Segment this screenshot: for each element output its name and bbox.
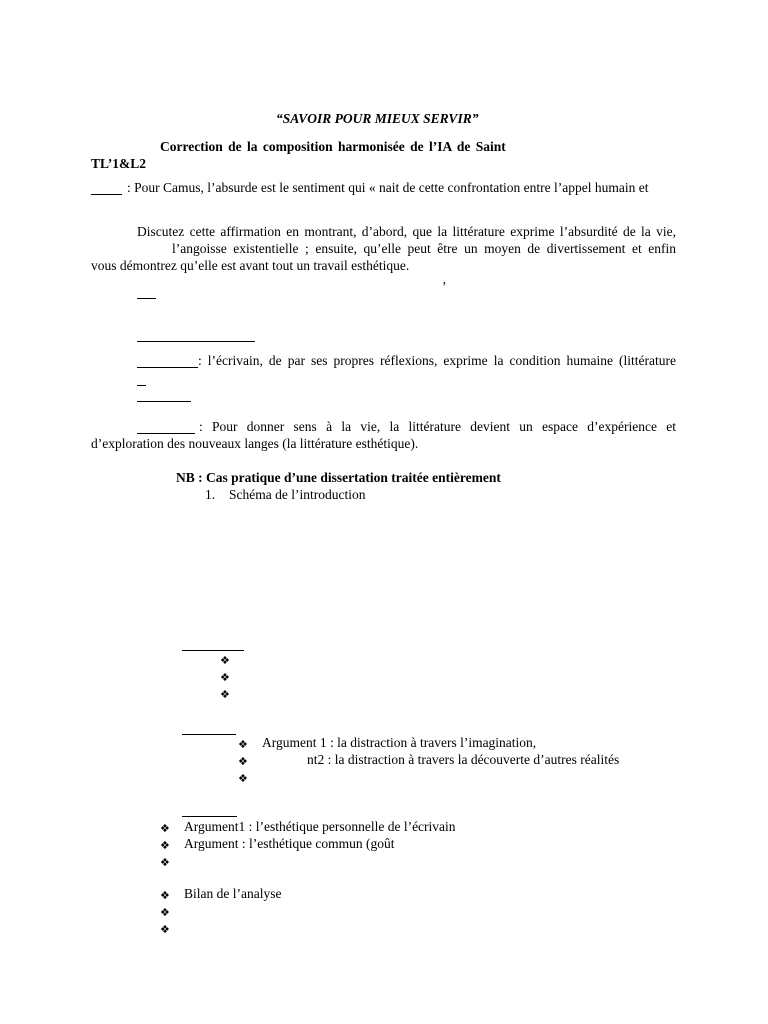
argument-item: Argument1 : l’esthétique personnelle de l’écrivain (184, 819, 456, 834)
blank-line (137, 401, 191, 402)
thesis-line: : Pour donner sens à la vie, la littérature devient un espace d’expérience et (199, 419, 676, 434)
bullet-icon: ❖ (160, 923, 170, 936)
blank-line (137, 298, 156, 299)
bullet-icon: ❖ (160, 906, 170, 919)
thesis-line: d’exploration des nouveaux langes (la littérature esthétique). (91, 436, 419, 451)
thesis-line: : l’écrivain, de par ses propres réflexions, exprime la condition humaine (littérature (198, 353, 676, 368)
list-item: Schéma de l’introduction (229, 487, 366, 502)
subject-line: Discutez cette affirmation en montrant, d’abord, que la littérature exprime l’absurdité de la vie, (137, 224, 676, 239)
bullet-icon: ❖ (238, 772, 248, 785)
argument-item: Argument : l’esthétique commun (goût (184, 836, 395, 851)
bullet-icon: ❖ (238, 738, 248, 751)
subject-quote: : Pour Camus, l’absurde est le sentiment qui « nait de cette confrontation entre l’appel humain et (127, 180, 649, 195)
page-title: Correction de la composition harmonisée de l’IA de Saint (160, 139, 506, 154)
argument-item: Argument 1 : la distraction à travers l’imagination, (262, 735, 537, 750)
bullet-icon: ❖ (220, 688, 230, 701)
class-label: TL’1&L2 (91, 156, 147, 171)
subject-line: l’angoisse existentielle ; ensuite, qu’elle peut être un moyen de divertissement et enfin (172, 241, 676, 256)
bullet-icon: ❖ (238, 755, 248, 768)
bullet-icon: ❖ (220, 654, 230, 667)
blank-line (182, 816, 237, 817)
blank-line (137, 433, 195, 434)
bullet-icon: ❖ (160, 839, 170, 852)
blank-line (137, 367, 198, 368)
argument-item: nt2 : la distraction à travers la découverte d’autres réalités (307, 752, 620, 767)
bullet-icon: ❖ (220, 671, 230, 684)
list-number: 1. (205, 487, 216, 502)
conclusion-item: Bilan de l’analyse (184, 886, 282, 901)
blank-line (137, 341, 255, 342)
subject-line: vous démontrez qu’elle est avant tout un travail esthétique. (91, 258, 410, 273)
blank-line (182, 650, 244, 651)
bullet-icon: ❖ (160, 856, 170, 869)
bullet-icon: ❖ (160, 822, 170, 835)
blank-line (182, 734, 236, 735)
motto: “SAVOIR POUR MIEUX SERVIR” (276, 111, 479, 126)
blank-line (137, 385, 146, 386)
bullet-icon: ❖ (160, 889, 170, 902)
blank-line (91, 194, 122, 195)
nb-heading: NB : Cas pratique d’une dissertation traitée entièrement (176, 470, 501, 485)
stray-comma: ’ (442, 279, 447, 294)
